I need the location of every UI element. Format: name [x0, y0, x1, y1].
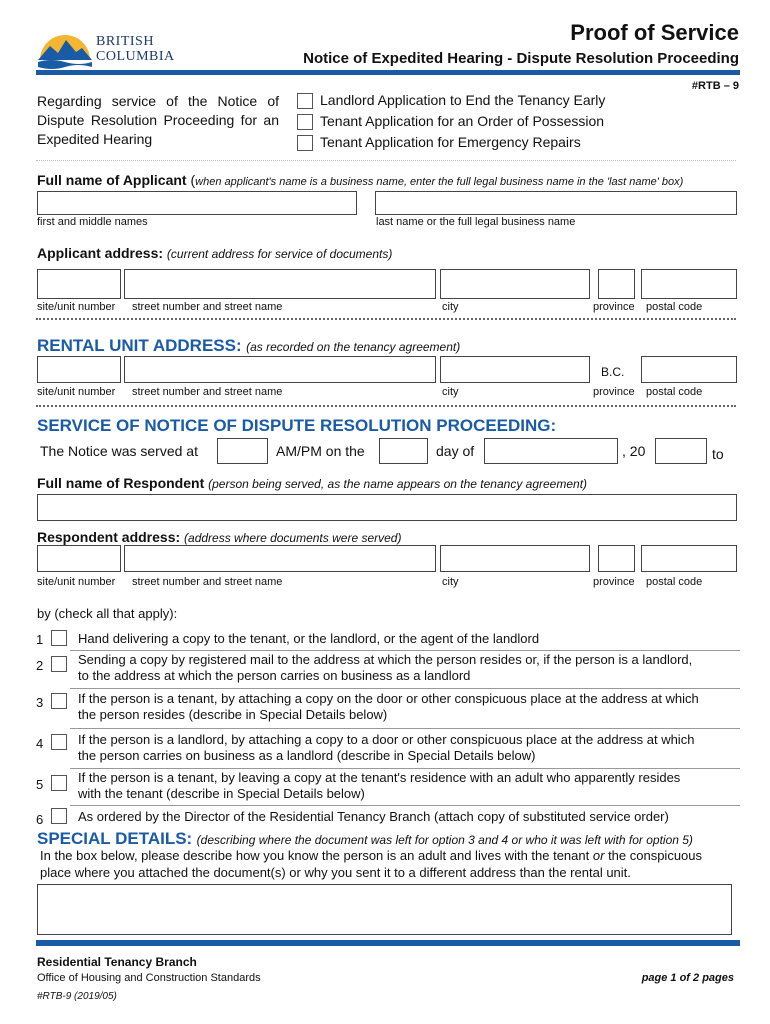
rental-unit-heading — [37, 336, 460, 356]
regarding-text: Regarding service of the Notice of Dispute Resolution Proceeding for an Expedited Hearing — [37, 93, 279, 147]
method-number-2: 2 — [36, 658, 44, 673]
method-checkbox-4[interactable] — [51, 734, 67, 750]
method-text-2 — [78, 652, 743, 684]
respondent-province-field[interactable] — [598, 545, 635, 572]
year-prefix-label: , 20 — [622, 443, 646, 459]
method-text-line1: If the person is a landlord, by attaching a copy to a door or other conspicuous place at the address at which — [78, 732, 695, 747]
respondent-address-heading — [37, 529, 401, 545]
method-text-line1: If the person is a tenant, by attaching a copy on the door or other conspicuous place at the address at which — [78, 691, 699, 706]
site-unit-label: site/unit number — [37, 301, 116, 313]
page-title: Proof of Service — [570, 20, 739, 45]
instructions-line2: place where you attached the document(s) or why you sent it to a different address than the rental unit. — [40, 865, 631, 880]
bc-logo — [36, 26, 176, 70]
applicant-address-heading — [37, 245, 392, 261]
city-label: city — [442, 386, 459, 398]
instructions-line1a: In the box below, please describe how you know the person is an adult and lives with the tenant — [40, 848, 590, 863]
applicant-street-field[interactable] — [124, 269, 436, 299]
option-checkbox-landlord-end-tenancy[interactable] — [297, 93, 313, 109]
respondent-note: (person being served, as the name appears on the tenancy agreement) — [208, 477, 588, 491]
rental-site-unit-field[interactable] — [37, 356, 121, 383]
rental-unit-heading-text: RENTAL UNIT ADDRESS: — [37, 336, 242, 355]
footer-org: Residential Tenancy Branch — [37, 955, 197, 969]
method-text-line2: the person carries on business as a landlord (describe in Special Details below) — [78, 748, 536, 763]
method-checkbox-1[interactable] — [51, 630, 67, 646]
footer-office: Office of Housing and Construction Standards — [37, 972, 261, 984]
method-text-line2: to the address at which the person carries on business as a landlord — [78, 668, 471, 683]
method-checkbox-5[interactable] — [51, 775, 67, 791]
respondent-address-note: (address where documents were served) — [184, 531, 402, 545]
method-text-line2: the person resides (describe in Special Details below) — [78, 707, 388, 722]
option-label-tenant-order-possession: Tenant Application for an Order of Possession — [320, 113, 605, 129]
applicant-last-name-field[interactable] — [375, 191, 737, 215]
section-divider — [36, 318, 736, 320]
site-unit-label: site/unit number — [37, 386, 116, 398]
method-checkbox-6[interactable] — [51, 808, 67, 824]
served-day-field[interactable] — [379, 438, 428, 464]
method-text-line1: Sending a copy by registered mail to the address at which the person resides or, if the person is a landlord, — [78, 652, 693, 667]
respondent-city-field[interactable] — [440, 545, 590, 572]
method-text-3 — [78, 691, 743, 723]
street-label: street number and street name — [132, 386, 283, 398]
street-label: street number and street name — [132, 301, 283, 313]
respondent-heading — [37, 475, 587, 491]
form-number: #RTB – 9 — [691, 80, 739, 92]
method-checkbox-2[interactable] — [51, 656, 67, 672]
served-year-field[interactable] — [655, 438, 707, 464]
to-label: to — [712, 446, 724, 462]
applicant-city-field[interactable] — [440, 269, 590, 299]
city-label: city — [442, 576, 459, 588]
rental-province-value: B.C. — [601, 365, 625, 379]
option-label-landlord-end-tenancy: Landlord Application to End the Tenancy Early — [320, 92, 606, 108]
instructions-line1b: the conspicuous — [608, 848, 703, 863]
method-text-4 — [78, 732, 743, 764]
special-details-note: (describing where the document was left for option 3 and 4 or who it was left with for option 5) — [196, 833, 693, 847]
rental-postal-code-field[interactable] — [641, 356, 737, 383]
method-separator — [70, 768, 740, 769]
respondent-heading-text: Full name of Respondent — [37, 475, 205, 491]
province-label: province — [593, 576, 635, 588]
method-number-6: 6 — [36, 812, 44, 827]
respondent-address-heading-text: Respondent address: — [37, 529, 181, 545]
applicant-first-name-field[interactable] — [37, 191, 357, 215]
day-of-label: day of — [436, 443, 475, 459]
method-number-3: 3 — [36, 695, 44, 710]
applicant-heading-note: when applicant's name is a business name, enter the full legal business name in the 'last name' box) — [195, 176, 684, 188]
rental-city-field[interactable] — [440, 356, 590, 383]
ampm-label: AM/PM on the — [276, 443, 365, 459]
method-text-line1: Hand delivering a copy to the tenant, or the landlord, or the agent of the landlord — [78, 631, 540, 646]
footer-form-code: #RTB-9 (2019/05) — [37, 991, 117, 1002]
province-label: province — [593, 301, 635, 313]
instructions-or: or — [592, 848, 605, 863]
postal-code-label: postal code — [646, 386, 703, 398]
applicant-postal-code-field[interactable] — [641, 269, 737, 299]
method-text-line1: As ordered by the Director of the Residential Tenancy Branch (attach copy of substituted service order) — [78, 809, 669, 824]
method-text-1 — [78, 631, 743, 647]
respondent-postal-code-field[interactable] — [641, 545, 737, 572]
method-separator — [70, 805, 740, 806]
method-number-5: 5 — [36, 777, 44, 792]
header-blue-rule — [36, 70, 740, 75]
logo-text-british: BRITISH — [96, 34, 154, 49]
served-at-label: The Notice was served at — [40, 443, 198, 459]
respondent-street-field[interactable] — [124, 545, 436, 572]
method-text-line1: If the person is a tenant, by leaving a copy at the tenant's residence with an adult who apparently resides — [78, 770, 681, 785]
special-details-instructions — [40, 847, 760, 881]
site-unit-label: site/unit number — [37, 576, 116, 588]
page-subtitle: Notice of Expedited Hearing - Dispute Resolution Proceeding — [303, 50, 739, 67]
bc-sun-logo-icon — [36, 26, 94, 70]
applicant-name-heading — [37, 172, 747, 188]
method-separator — [70, 650, 740, 651]
applicant-heading-paren: ( — [190, 172, 196, 188]
footer-page-number: page 1 of 2 pages — [641, 972, 734, 984]
method-separator — [70, 728, 740, 729]
rental-unit-note: (as recorded on the tenancy agreement) — [246, 340, 461, 354]
province-label: province — [593, 386, 635, 398]
method-number-1: 1 — [36, 632, 44, 647]
first-name-label: first and middle names — [37, 216, 148, 228]
method-text-line2: with the tenant (describe in Special Details below) — [78, 786, 365, 801]
special-details-textarea[interactable] — [37, 884, 732, 935]
applicant-address-note: (current address for service of documents) — [166, 247, 393, 261]
applicant-address-heading-text: Applicant address: — [37, 245, 164, 261]
served-time-field[interactable] — [217, 438, 268, 464]
method-text-5 — [78, 770, 743, 802]
option-checkbox-tenant-emergency-repairs[interactable] — [297, 135, 313, 151]
respondent-name-field[interactable] — [37, 494, 737, 521]
methods-intro: by (check all that apply): — [37, 606, 178, 621]
applicant-site-unit-field[interactable] — [37, 269, 121, 299]
city-label: city — [442, 301, 459, 313]
rental-street-field[interactable] — [124, 356, 436, 383]
method-text-6 — [78, 809, 743, 825]
respondent-site-unit-field[interactable] — [37, 545, 121, 572]
served-month-field[interactable] — [484, 438, 618, 464]
applicant-province-field[interactable] — [598, 269, 635, 299]
logo-text-columbia: COLUMBIA — [96, 49, 175, 64]
method-checkbox-3[interactable] — [51, 693, 67, 709]
divider — [36, 160, 736, 161]
option-checkbox-tenant-order-possession[interactable] — [297, 114, 313, 130]
last-name-label: last name or the full legal business name — [376, 216, 576, 228]
street-label: street number and street name — [132, 576, 283, 588]
postal-code-label: postal code — [646, 301, 703, 313]
applicant-heading-text: Full name of Applicant — [37, 172, 187, 188]
special-details-heading-text: SPECIAL DETAILS: — [37, 829, 193, 848]
special-details-heading — [37, 829, 693, 849]
footer-blue-rule — [36, 940, 740, 946]
method-number-4: 4 — [36, 736, 44, 751]
postal-code-label: postal code — [646, 576, 703, 588]
section-divider — [36, 405, 736, 407]
service-heading: SERVICE OF NOTICE OF DISPUTE RESOLUTION PROCEEDING: — [37, 416, 557, 435]
option-label-tenant-emergency-repairs: Tenant Application for Emergency Repairs — [320, 134, 581, 150]
method-separator — [70, 688, 740, 689]
